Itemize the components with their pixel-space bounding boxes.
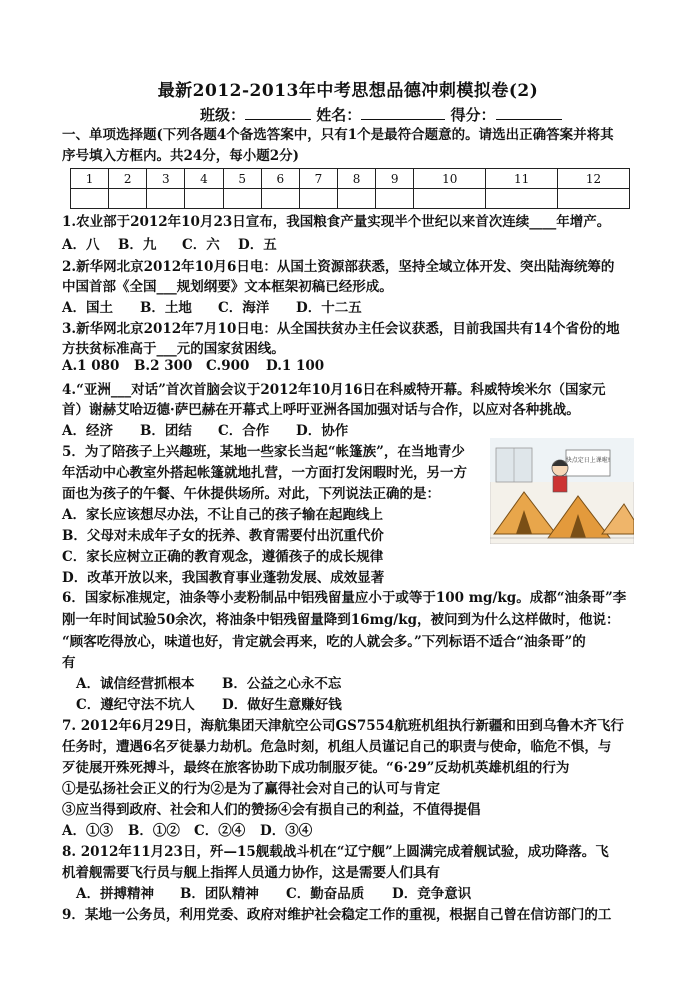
q7-stem-line1: 7. 2012年6月29日，海航集团天津航空公司GS7554航班机组执行新疆和田到乌鲁木齐飞行	[62, 718, 624, 734]
q1-option-b: B．九	[118, 237, 157, 253]
answer-cell[interactable]	[486, 189, 558, 209]
answer-cell[interactable]	[147, 189, 185, 209]
q6-option-a: A．诚信经营抓根本	[76, 676, 195, 692]
answer-table	[70, 168, 630, 209]
q8-option-d: D．竞争意识	[392, 886, 472, 902]
q8-option-c: C．勤奋品质	[286, 886, 365, 902]
q2-option-b: B．土地	[140, 300, 192, 316]
answer-cell[interactable]	[337, 189, 375, 209]
q8-stem-line1: 8. 2012年11月23日，歼—15舰载战斗机在“辽宁舰”上圆满完成着舰试验，成功降落。飞	[62, 844, 609, 860]
q8-option-b: B．团队精神	[180, 886, 259, 902]
q6-option-b: B．公益之心永不忘	[222, 676, 342, 692]
q6-stem-line4: 有	[62, 655, 76, 671]
answer-number: 8	[337, 169, 375, 189]
q7-option-a: A．①③	[62, 823, 113, 839]
answer-number: 4	[185, 169, 223, 189]
q9-stem-line1: 9．某地一公务员，利用党委、政府对维护社会稳定工作的重视，根据自己曾在信访部门的工	[62, 907, 612, 923]
answer-cell[interactable]	[71, 189, 109, 209]
q1-option-d: D．五	[238, 237, 277, 253]
q6-stem-line2: 刚一年时间试验50余次，将油条中铝残留量降到16mg/kg，被问到为什么这样做时，他说：	[62, 612, 620, 628]
q3-option-c: C.900	[206, 358, 250, 374]
q6-stem-line1: 6．国家标准规定，油条等小麦粉制品中铝残留量应小于或等于100 mg/kg。成都“油条哥”李	[62, 590, 627, 606]
answer-cell[interactable]	[558, 189, 630, 209]
q5-option-a: A．家长应该想尽办法，不让自己的孩子输在起跑线上	[62, 507, 383, 523]
q7-option-c: C．②④	[194, 823, 246, 839]
q1-option-a: A．八	[62, 237, 100, 253]
class-label: 班级：	[200, 106, 246, 124]
q7-stem-line2: 任务时，遭遇6名歹徒暴力劫机。危急时刻，机组人员谨记自己的职责与使命，临危不惧，与	[62, 739, 612, 755]
q6-stem-line3: “顾客吃得放心，味道也好，肯定就会再来，吃的人就会多。”下列标语不适合“油条哥”的	[62, 634, 586, 650]
answer-number: 1	[71, 169, 109, 189]
q1-stem: 1.农业部于2012年10月23日宣布，我国粮食产量实现半个世纪以来首次连续____年增产。	[62, 214, 611, 230]
q8-option-a: A．拼搏精神	[76, 886, 154, 902]
q7-stem-line3: 歹徒展开殊死搏斗，最终在旅客协助下成功制服歹徒。“6·29”反劫机英雄机组的行为	[62, 760, 570, 776]
answer-number: 9	[376, 169, 414, 189]
q5-option-d: D．改革开放以来，我国教育事业蓬勃发展、成效显著	[62, 570, 385, 586]
answer-cell[interactable]	[109, 189, 147, 209]
q4-option-d: D．协作	[296, 423, 349, 439]
answer-number: 10	[414, 169, 486, 189]
q3-option-b: B.2 300	[134, 358, 193, 374]
q5-stem-line2: 年活动中心教室外搭起帐篷就地扎营，一方面打发闲暇时光，另一方	[62, 465, 467, 481]
score-blank[interactable]	[496, 105, 562, 120]
q4-option-c: C．合作	[218, 423, 270, 439]
answer-number: 11	[486, 169, 558, 189]
answer-number: 5	[223, 169, 261, 189]
section-heading-line1: 一、单项选择题(下列各题4个备选答案中，只有1个是最符合题意的。请选出正确答案并将其	[62, 127, 614, 143]
answer-cell[interactable]	[299, 189, 337, 209]
q2-option-c: C．海洋	[218, 300, 270, 316]
answer-cell[interactable]	[223, 189, 261, 209]
score-label: 得分：	[450, 106, 496, 124]
q3-stem-line1: 3.新华网北京2012年7月10日电：从全国扶贫办主任会议获悉，目前我国共有14个省份的地	[62, 321, 620, 337]
answer-number: 3	[147, 169, 185, 189]
answer-number: 12	[558, 169, 630, 189]
answer-number: 7	[299, 169, 337, 189]
q4-stem-line2: 首）谢赫艾哈迈德·萨巴赫在开幕式上呼吁亚洲各国加强对话与合作，以应对各种挑战。	[62, 402, 580, 418]
answer-number: 6	[261, 169, 299, 189]
q1-option-c: C．六	[182, 237, 220, 253]
q4-option-a: A．经济	[62, 423, 113, 439]
class-blank[interactable]	[245, 105, 311, 120]
q7-option-d: D．③④	[260, 823, 313, 839]
q2-option-a: A．国土	[62, 300, 113, 316]
q8-stem-line2: 机着舰需要飞行员与舰上指挥人员通力协作，这是需要人们具有	[62, 865, 440, 881]
name-label: 姓名：	[316, 106, 362, 124]
answer-cell[interactable]	[185, 189, 223, 209]
answer-cell[interactable]	[414, 189, 486, 209]
q7-option-b: B．①②	[128, 823, 180, 839]
q3-option-d: D.1 100	[266, 358, 325, 374]
q4-stem-line1: 4.“亚洲___对话”首次首脑会议于2012年10月16日在科威特开幕。科威特埃米尔（国家元	[62, 382, 606, 398]
tent-cartoon-illustration	[490, 438, 634, 544]
q6-option-d: D．做好生意赚好钱	[222, 697, 342, 713]
illustration-caption: 快点定日上课啦!	[565, 457, 611, 464]
section-heading-line2: 序号填入方框内。共24分，每小题2分)	[62, 148, 300, 164]
student-info-line	[200, 104, 562, 125]
name-blank[interactable]	[361, 105, 445, 120]
q5-stem-line1: 5．为了陪孩子上兴趣班，某地一些家长当起“帐篷族”，在当地青少	[62, 444, 465, 460]
q5-stem-line3: 面也为孩子的午餐、午休提供场所。对此，下列说法正确的是：	[62, 486, 440, 502]
answer-number: 2	[109, 169, 147, 189]
q7-statement-line2: ③应当得到政府、社会和人们的赞扬④会有损自己的利益，不值得提倡	[62, 802, 481, 818]
page-title: 最新2012-2013年中考思想品德冲刺模拟卷(2)	[157, 81, 539, 101]
q4-option-b: B．团结	[140, 423, 192, 439]
q6-option-c: C．遵纪守法不坑人	[76, 697, 195, 713]
q5-option-c: C．家长应树立正确的教育观念，遵循孩子的成长规律	[62, 549, 384, 565]
q5-option-b: B．父母对未成年子女的抚养、教育需要付出沉重代价	[62, 528, 384, 544]
answer-cell[interactable]	[376, 189, 414, 209]
answer-number-row	[71, 169, 630, 189]
answer-cell[interactable]	[261, 189, 299, 209]
q7-statement-line1: ①是弘扬社会正义的行为②是为了赢得社会对自己的认可与肯定	[62, 781, 440, 797]
answer-input-row	[71, 189, 630, 209]
q3-option-a: A.1 080	[62, 358, 120, 374]
q2-stem-line2: 中国首部《全国___规划纲要》文本框架初稿已经形成。	[62, 279, 393, 295]
q2-option-d: D．十二五	[296, 300, 362, 316]
q2-stem-line1: 2.新华网北京2012年10月6日电：从国土资源部获悉，坚持全域立体开发、突出陆海统筹的	[62, 259, 615, 275]
q3-stem-line2: 方扶贫标准高于___元的国家贫困线。	[62, 341, 285, 357]
